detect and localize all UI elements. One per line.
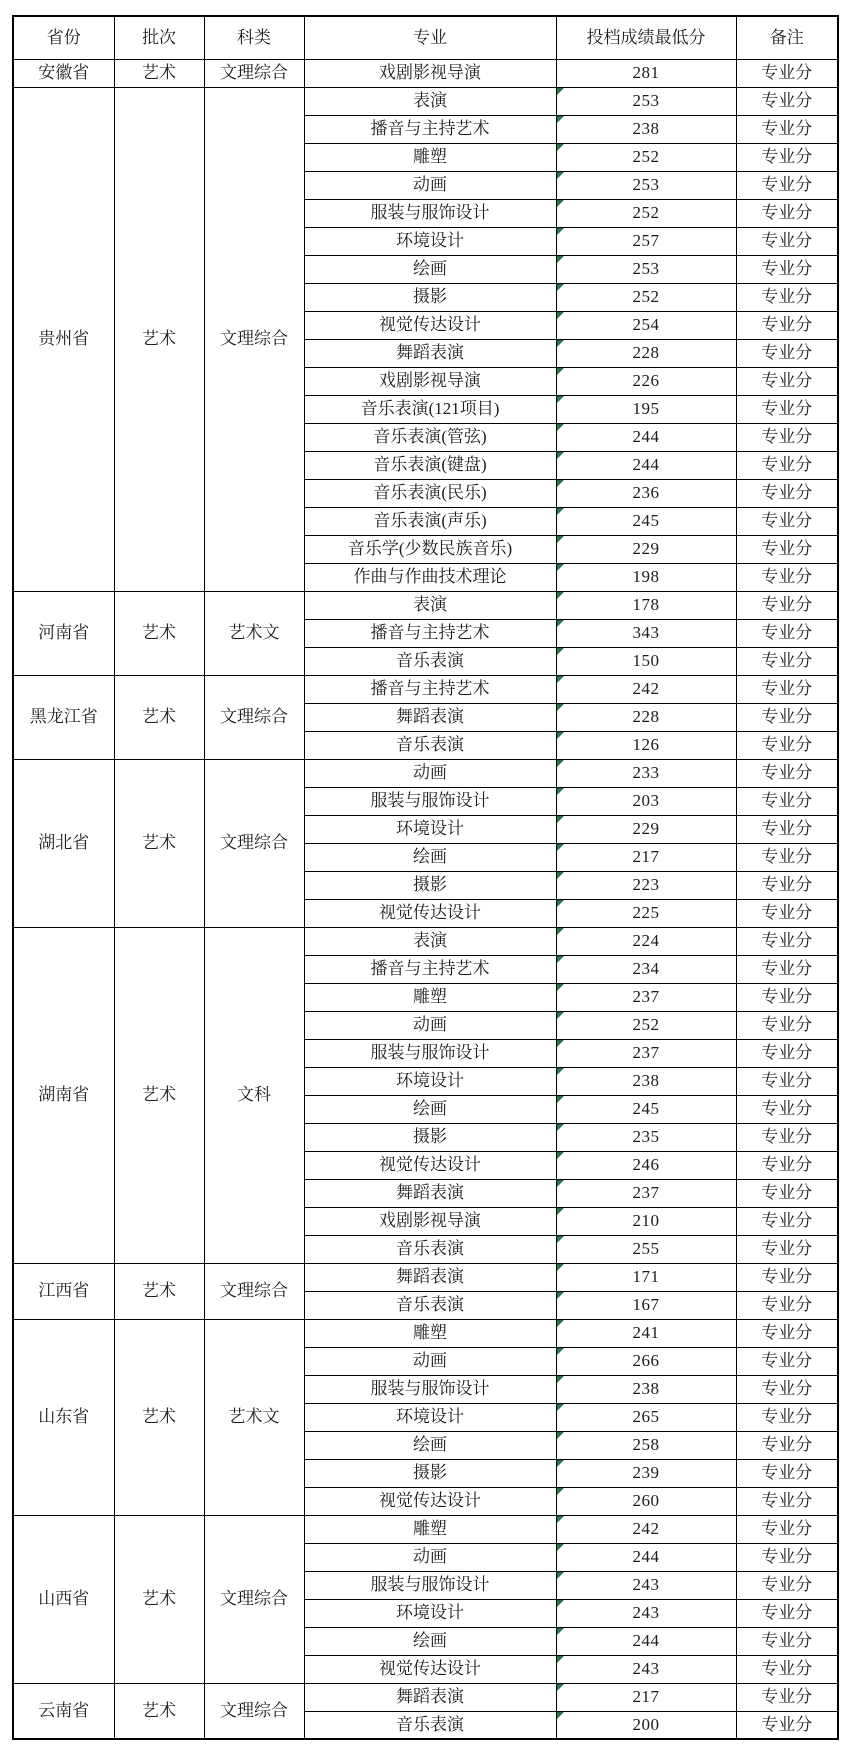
- remark-cell: 专业分: [736, 983, 838, 1011]
- score-cell: 203: [556, 787, 736, 815]
- category-cell: 艺术文: [204, 1319, 304, 1515]
- excel-text-flag-icon: [557, 1348, 564, 1355]
- province-cell: 湖北省: [13, 759, 114, 927]
- excel-text-flag-icon: [557, 1264, 564, 1271]
- excel-text-flag-icon: [557, 1012, 564, 1019]
- score-cell: 237: [556, 1179, 736, 1207]
- excel-text-flag-icon: [557, 1600, 564, 1607]
- major-cell: 音乐表演(键盘): [304, 451, 556, 479]
- major-cell: 雕塑: [304, 1319, 556, 1347]
- excel-text-flag-icon: [557, 1292, 564, 1299]
- major-cell: 音乐表演: [304, 1711, 556, 1739]
- excel-text-flag-icon: [557, 648, 564, 655]
- remark-cell: 专业分: [736, 563, 838, 591]
- province-cell: 山东省: [13, 1319, 114, 1515]
- excel-text-flag-icon: [557, 620, 564, 627]
- excel-text-flag-icon: [557, 900, 564, 907]
- excel-text-flag-icon: [557, 984, 564, 991]
- excel-text-flag-icon: [557, 844, 564, 851]
- excel-text-flag-icon: [557, 1544, 564, 1551]
- major-cell: 舞蹈表演: [304, 703, 556, 731]
- remark-cell: 专业分: [736, 451, 838, 479]
- score-cell: 253: [556, 255, 736, 283]
- score-cell: 234: [556, 955, 736, 983]
- remark-cell: 专业分: [736, 59, 838, 87]
- major-cell: 播音与主持艺术: [304, 115, 556, 143]
- category-cell: 文理综合: [204, 1683, 304, 1739]
- major-cell: 视觉传达设计: [304, 899, 556, 927]
- excel-text-flag-icon: [557, 88, 564, 95]
- excel-text-flag-icon: [557, 172, 564, 179]
- remark-cell: 专业分: [736, 703, 838, 731]
- remark-cell: 专业分: [736, 647, 838, 675]
- province-cell: 山西省: [13, 1515, 114, 1683]
- remark-cell: 专业分: [736, 591, 838, 619]
- major-cell: 服装与服饰设计: [304, 1571, 556, 1599]
- remark-cell: 专业分: [736, 1207, 838, 1235]
- excel-text-flag-icon: [557, 368, 564, 375]
- excel-text-flag-icon: [557, 536, 564, 543]
- major-cell: 雕塑: [304, 983, 556, 1011]
- admission-score-table: [12, 15, 839, 1740]
- excel-text-flag-icon: [557, 1152, 564, 1159]
- major-cell: 音乐表演(121项目): [304, 395, 556, 423]
- excel-text-flag-icon: [557, 1460, 564, 1467]
- header-remark: 备注: [736, 16, 838, 59]
- excel-text-flag-icon: [557, 1628, 564, 1635]
- excel-text-flag-icon: [557, 1404, 564, 1411]
- score-cell: 235: [556, 1123, 736, 1151]
- remark-cell: 专业分: [736, 1291, 838, 1319]
- major-cell: 舞蹈表演: [304, 1179, 556, 1207]
- score-cell: 257: [556, 227, 736, 255]
- major-cell: 服装与服饰设计: [304, 787, 556, 815]
- excel-text-flag-icon: [557, 872, 564, 879]
- category-cell: 文理综合: [204, 675, 304, 759]
- major-cell: 音乐表演: [304, 647, 556, 675]
- major-cell: 服装与服饰设计: [304, 199, 556, 227]
- score-cell: 281: [556, 59, 736, 87]
- major-cell: 摄影: [304, 1123, 556, 1151]
- major-cell: 表演: [304, 87, 556, 115]
- remark-cell: 专业分: [736, 199, 838, 227]
- remark-cell: 专业分: [736, 1095, 838, 1123]
- remark-cell: 专业分: [736, 1235, 838, 1263]
- excel-text-flag-icon: [557, 256, 564, 263]
- major-cell: 服装与服饰设计: [304, 1375, 556, 1403]
- remark-cell: 专业分: [736, 395, 838, 423]
- excel-text-flag-icon: [557, 1376, 564, 1383]
- excel-text-flag-icon: [557, 1432, 564, 1439]
- excel-text-flag-icon: [557, 1124, 564, 1131]
- province-cell: 湖南省: [13, 927, 114, 1263]
- score-cell: 343: [556, 619, 736, 647]
- remark-cell: 专业分: [736, 1151, 838, 1179]
- table-row: [13, 591, 838, 619]
- major-cell: 环境设计: [304, 1403, 556, 1431]
- excel-text-flag-icon: [557, 1040, 564, 1047]
- remark-cell: 专业分: [736, 927, 838, 955]
- excel-text-flag-icon: [557, 200, 564, 207]
- category-cell: 艺术文: [204, 591, 304, 675]
- major-cell: 绘画: [304, 1627, 556, 1655]
- score-cell: 246: [556, 1151, 736, 1179]
- remark-cell: 专业分: [736, 1431, 838, 1459]
- remark-cell: 专业分: [736, 1711, 838, 1739]
- score-cell: 265: [556, 1403, 736, 1431]
- header-major: 专业: [304, 16, 556, 59]
- remark-cell: 专业分: [736, 955, 838, 983]
- remark-cell: 专业分: [736, 1263, 838, 1291]
- table-row: [13, 87, 838, 115]
- excel-text-flag-icon: [557, 1320, 564, 1327]
- category-cell: 文理综合: [204, 1263, 304, 1319]
- remark-cell: 专业分: [736, 1375, 838, 1403]
- remark-cell: 专业分: [736, 227, 838, 255]
- score-cell: 252: [556, 143, 736, 171]
- score-cell: 238: [556, 1375, 736, 1403]
- score-cell: 224: [556, 927, 736, 955]
- major-cell: 雕塑: [304, 1515, 556, 1543]
- major-cell: 绘画: [304, 843, 556, 871]
- remark-cell: 专业分: [736, 815, 838, 843]
- score-cell: 238: [556, 115, 736, 143]
- excel-text-flag-icon: [557, 340, 564, 347]
- score-cell: 228: [556, 339, 736, 367]
- remark-cell: 专业分: [736, 1487, 838, 1515]
- excel-text-flag-icon: [557, 116, 564, 123]
- major-cell: 音乐表演: [304, 1291, 556, 1319]
- excel-text-flag-icon: [557, 704, 564, 711]
- major-cell: 舞蹈表演: [304, 1263, 556, 1291]
- excel-text-flag-icon: [557, 1572, 564, 1579]
- remark-cell: 专业分: [736, 675, 838, 703]
- header-category: 科类: [204, 16, 304, 59]
- remark-cell: 专业分: [736, 1515, 838, 1543]
- remark-cell: 专业分: [736, 759, 838, 787]
- major-cell: 播音与主持艺术: [304, 619, 556, 647]
- remark-cell: 专业分: [736, 1655, 838, 1683]
- remark-cell: 专业分: [736, 1543, 838, 1571]
- score-cell: 200: [556, 1711, 736, 1739]
- remark-cell: 专业分: [736, 367, 838, 395]
- remark-cell: 专业分: [736, 1683, 838, 1711]
- excel-text-flag-icon: [557, 1236, 564, 1243]
- score-cell: 245: [556, 507, 736, 535]
- major-cell: 播音与主持艺术: [304, 955, 556, 983]
- table-body: [13, 59, 838, 1739]
- score-cell: 228: [556, 703, 736, 731]
- remark-cell: 专业分: [736, 535, 838, 563]
- remark-cell: 专业分: [736, 255, 838, 283]
- score-cell: 244: [556, 423, 736, 451]
- score-cell: 241: [556, 1319, 736, 1347]
- excel-text-flag-icon: [557, 956, 564, 963]
- major-cell: 摄影: [304, 871, 556, 899]
- category-cell: 文理综合: [204, 1515, 304, 1683]
- score-cell: 243: [556, 1571, 736, 1599]
- admission-score-table-container: [12, 15, 838, 1740]
- remark-cell: 专业分: [736, 731, 838, 759]
- excel-text-flag-icon: [557, 284, 564, 291]
- excel-text-flag-icon: [557, 1712, 564, 1719]
- batch-cell: 艺术: [114, 591, 204, 675]
- major-cell: 摄影: [304, 283, 556, 311]
- major-cell: 音乐表演: [304, 731, 556, 759]
- category-cell: 文科: [204, 927, 304, 1263]
- major-cell: 环境设计: [304, 1067, 556, 1095]
- major-cell: 音乐表演(管弦): [304, 423, 556, 451]
- excel-text-flag-icon: [557, 1488, 564, 1495]
- score-cell: 258: [556, 1431, 736, 1459]
- province-cell: 江西省: [13, 1263, 114, 1319]
- batch-cell: 艺术: [114, 927, 204, 1263]
- score-cell: 252: [556, 1011, 736, 1039]
- major-cell: 绘画: [304, 1095, 556, 1123]
- score-cell: 255: [556, 1235, 736, 1263]
- major-cell: 动画: [304, 1011, 556, 1039]
- score-cell: 178: [556, 591, 736, 619]
- header-min-score: 投档成绩最低分: [556, 16, 736, 59]
- score-cell: 244: [556, 1543, 736, 1571]
- score-cell: 239: [556, 1459, 736, 1487]
- batch-cell: 艺术: [114, 1319, 204, 1515]
- table-row: [13, 1515, 838, 1543]
- score-cell: 233: [556, 759, 736, 787]
- remark-cell: 专业分: [736, 87, 838, 115]
- remark-cell: 专业分: [736, 1403, 838, 1431]
- score-cell: 167: [556, 1291, 736, 1319]
- remark-cell: 专业分: [736, 1179, 838, 1207]
- major-cell: 戏剧影视导演: [304, 367, 556, 395]
- excel-text-flag-icon: [557, 788, 564, 795]
- score-cell: 226: [556, 367, 736, 395]
- score-cell: 252: [556, 199, 736, 227]
- score-cell: 260: [556, 1487, 736, 1515]
- batch-cell: 艺术: [114, 1263, 204, 1319]
- remark-cell: 专业分: [736, 871, 838, 899]
- excel-text-flag-icon: [557, 144, 564, 151]
- header-province: 省份: [13, 16, 114, 59]
- remark-cell: 专业分: [736, 843, 838, 871]
- score-cell: 243: [556, 1655, 736, 1683]
- remark-cell: 专业分: [736, 1067, 838, 1095]
- score-cell: 217: [556, 1683, 736, 1711]
- score-cell: 243: [556, 1599, 736, 1627]
- major-cell: 表演: [304, 591, 556, 619]
- major-cell: 视觉传达设计: [304, 1655, 556, 1683]
- remark-cell: 专业分: [736, 283, 838, 311]
- score-cell: 223: [556, 871, 736, 899]
- remark-cell: 专业分: [736, 311, 838, 339]
- category-cell: 文理综合: [204, 87, 304, 591]
- remark-cell: 专业分: [736, 1459, 838, 1487]
- excel-text-flag-icon: [557, 732, 564, 739]
- batch-cell: 艺术: [114, 759, 204, 927]
- major-cell: 动画: [304, 759, 556, 787]
- excel-text-flag-icon: [557, 564, 564, 571]
- excel-text-flag-icon: [557, 452, 564, 459]
- major-cell: 音乐表演(民乐): [304, 479, 556, 507]
- table-row: [13, 59, 838, 87]
- excel-text-flag-icon: [557, 1180, 564, 1187]
- major-cell: 动画: [304, 171, 556, 199]
- excel-text-flag-icon: [557, 676, 564, 683]
- score-cell: 229: [556, 815, 736, 843]
- major-cell: 绘画: [304, 1431, 556, 1459]
- excel-text-flag-icon: [557, 508, 564, 515]
- province-cell: 河南省: [13, 591, 114, 675]
- major-cell: 动画: [304, 1347, 556, 1375]
- remark-cell: 专业分: [736, 1039, 838, 1067]
- table-row: [13, 1263, 838, 1291]
- major-cell: 戏剧影视导演: [304, 1207, 556, 1235]
- category-cell: 文理综合: [204, 59, 304, 87]
- excel-text-flag-icon: [557, 1516, 564, 1523]
- score-cell: 225: [556, 899, 736, 927]
- score-cell: 242: [556, 675, 736, 703]
- remark-cell: 专业分: [736, 507, 838, 535]
- major-cell: 动画: [304, 1543, 556, 1571]
- excel-text-flag-icon: [557, 1068, 564, 1075]
- batch-cell: 艺术: [114, 87, 204, 591]
- score-cell: 229: [556, 535, 736, 563]
- province-cell: 云南省: [13, 1683, 114, 1739]
- remark-cell: 专业分: [736, 787, 838, 815]
- excel-text-flag-icon: [557, 760, 564, 767]
- remark-cell: 专业分: [736, 423, 838, 451]
- table-row: [13, 1319, 838, 1347]
- major-cell: 视觉传达设计: [304, 1151, 556, 1179]
- major-cell: 舞蹈表演: [304, 339, 556, 367]
- remark-cell: 专业分: [736, 1319, 838, 1347]
- major-cell: 环境设计: [304, 1599, 556, 1627]
- remark-cell: 专业分: [736, 1627, 838, 1655]
- score-cell: 238: [556, 1067, 736, 1095]
- major-cell: 音乐表演: [304, 1235, 556, 1263]
- score-cell: 245: [556, 1095, 736, 1123]
- header-batch: 批次: [114, 16, 204, 59]
- score-cell: 150: [556, 647, 736, 675]
- table-row: [13, 927, 838, 955]
- major-cell: 音乐表演(声乐): [304, 507, 556, 535]
- batch-cell: 艺术: [114, 675, 204, 759]
- score-cell: 210: [556, 1207, 736, 1235]
- excel-text-flag-icon: [557, 1684, 564, 1691]
- table-row: [13, 1683, 838, 1711]
- score-cell: 236: [556, 479, 736, 507]
- excel-text-flag-icon: [557, 592, 564, 599]
- score-cell: 171: [556, 1263, 736, 1291]
- table-row: [13, 675, 838, 703]
- score-cell: 237: [556, 983, 736, 1011]
- score-cell: 254: [556, 311, 736, 339]
- score-cell: 198: [556, 563, 736, 591]
- remark-cell: 专业分: [736, 899, 838, 927]
- major-cell: 雕塑: [304, 143, 556, 171]
- excel-text-flag-icon: [557, 396, 564, 403]
- major-cell: 环境设计: [304, 815, 556, 843]
- remark-cell: 专业分: [736, 339, 838, 367]
- excel-text-flag-icon: [557, 816, 564, 823]
- remark-cell: 专业分: [736, 1011, 838, 1039]
- province-cell: 贵州省: [13, 87, 114, 591]
- score-cell: 266: [556, 1347, 736, 1375]
- header-row: [13, 16, 838, 59]
- major-cell: 音乐学(少数民族音乐): [304, 535, 556, 563]
- score-cell: 195: [556, 395, 736, 423]
- remark-cell: 专业分: [736, 143, 838, 171]
- score-cell: 126: [556, 731, 736, 759]
- major-cell: 作曲与作曲技术理论: [304, 563, 556, 591]
- score-cell: 253: [556, 171, 736, 199]
- remark-cell: 专业分: [736, 1123, 838, 1151]
- score-cell: 244: [556, 451, 736, 479]
- excel-text-flag-icon: [557, 228, 564, 235]
- excel-text-flag-icon: [557, 928, 564, 935]
- table-header: [13, 16, 838, 59]
- remark-cell: 专业分: [736, 1571, 838, 1599]
- remark-cell: 专业分: [736, 1347, 838, 1375]
- province-cell: 黑龙江省: [13, 675, 114, 759]
- major-cell: 播音与主持艺术: [304, 675, 556, 703]
- major-cell: 服装与服饰设计: [304, 1039, 556, 1067]
- excel-text-flag-icon: [557, 1656, 564, 1663]
- remark-cell: 专业分: [736, 171, 838, 199]
- batch-cell: 艺术: [114, 1515, 204, 1683]
- remark-cell: 专业分: [736, 619, 838, 647]
- excel-text-flag-icon: [557, 312, 564, 319]
- major-cell: 视觉传达设计: [304, 1487, 556, 1515]
- major-cell: 舞蹈表演: [304, 1683, 556, 1711]
- remark-cell: 专业分: [736, 115, 838, 143]
- major-cell: 摄影: [304, 1459, 556, 1487]
- score-cell: 244: [556, 1627, 736, 1655]
- major-cell: 戏剧影视导演: [304, 59, 556, 87]
- batch-cell: 艺术: [114, 59, 204, 87]
- province-cell: 安徽省: [13, 59, 114, 87]
- score-cell: 252: [556, 283, 736, 311]
- excel-text-flag-icon: [557, 1096, 564, 1103]
- remark-cell: 专业分: [736, 1599, 838, 1627]
- category-cell: 文理综合: [204, 759, 304, 927]
- remark-cell: 专业分: [736, 479, 838, 507]
- score-cell: 253: [556, 87, 736, 115]
- major-cell: 视觉传达设计: [304, 311, 556, 339]
- excel-text-flag-icon: [557, 424, 564, 431]
- score-cell: 237: [556, 1039, 736, 1067]
- major-cell: 环境设计: [304, 227, 556, 255]
- major-cell: 表演: [304, 927, 556, 955]
- excel-text-flag-icon: [557, 480, 564, 487]
- table-row: [13, 759, 838, 787]
- batch-cell: 艺术: [114, 1683, 204, 1739]
- major-cell: 绘画: [304, 255, 556, 283]
- score-cell: 217: [556, 843, 736, 871]
- score-cell: 242: [556, 1515, 736, 1543]
- excel-text-flag-icon: [557, 1208, 564, 1215]
